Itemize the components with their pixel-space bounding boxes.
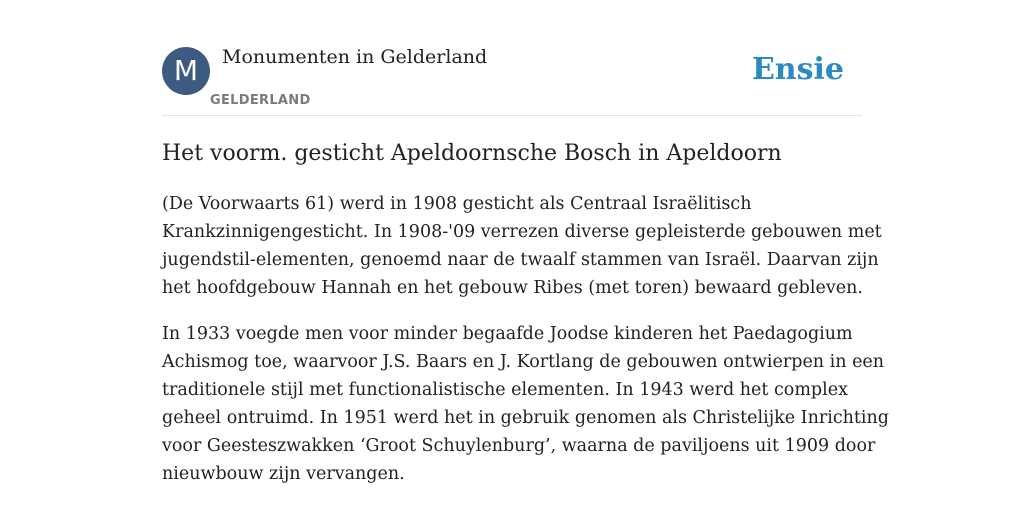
paragraph-line: geheel ontruimd. In 1951 werd het in gebruik genomen als Christelijke Inrichting: [162, 408, 890, 428]
paragraph-line: nieuwbouw zijn vervangen.: [162, 464, 405, 484]
paragraph-line: Achismog toe, waarvoor J.S. Baars en J. Kortlang de gebouwen ontwierpen in een: [162, 352, 885, 372]
paragraph-line: In 1933 voegde men voor minder begaafde Joodse kinderen het Paedagogium: [162, 324, 853, 344]
avatar[interactable]: M: [162, 47, 210, 95]
header-divider: [162, 115, 862, 116]
brand-logo[interactable]: Ensie: [751, 52, 844, 87]
article-paragraph-1: [162, 190, 882, 302]
article: [162, 138, 890, 506]
book-title-link[interactable]: Monumenten in Gelderland: [222, 46, 488, 68]
paragraph-line: voor Geesteszwakken ‘Groot Schuylenburg’, waarna de paviljoens uit 1909 door: [162, 436, 876, 456]
category-link[interactable]: GELDERLAND: [210, 93, 311, 108]
paragraph-line: jugendstil-elementen, genoemd naar de twaalf stammen van Israël. Daarvan zijn: [162, 250, 879, 270]
paragraph-line: Krankzinnigengesticht. In 1908-'09 verrezen diverse gepleisterde gebouwen met: [162, 222, 882, 242]
article-paragraph-2: [162, 320, 890, 488]
article-title: Het voorm. gesticht Apeldoornsche Bosch in Apeldoorn: [162, 141, 782, 166]
paragraph-line: (De Voorwaarts 61) werd in 1908 gesticht als Centraal Israëlitisch: [162, 194, 752, 214]
paragraph-line: traditionele stijl met functionalistische elementen. In 1943 werd het complex: [162, 380, 848, 400]
paragraph-line: het hoofdgebouw Hannah en het gebouw Ribes (met toren) bewaard gebleven.: [162, 278, 863, 298]
header: [162, 46, 862, 116]
